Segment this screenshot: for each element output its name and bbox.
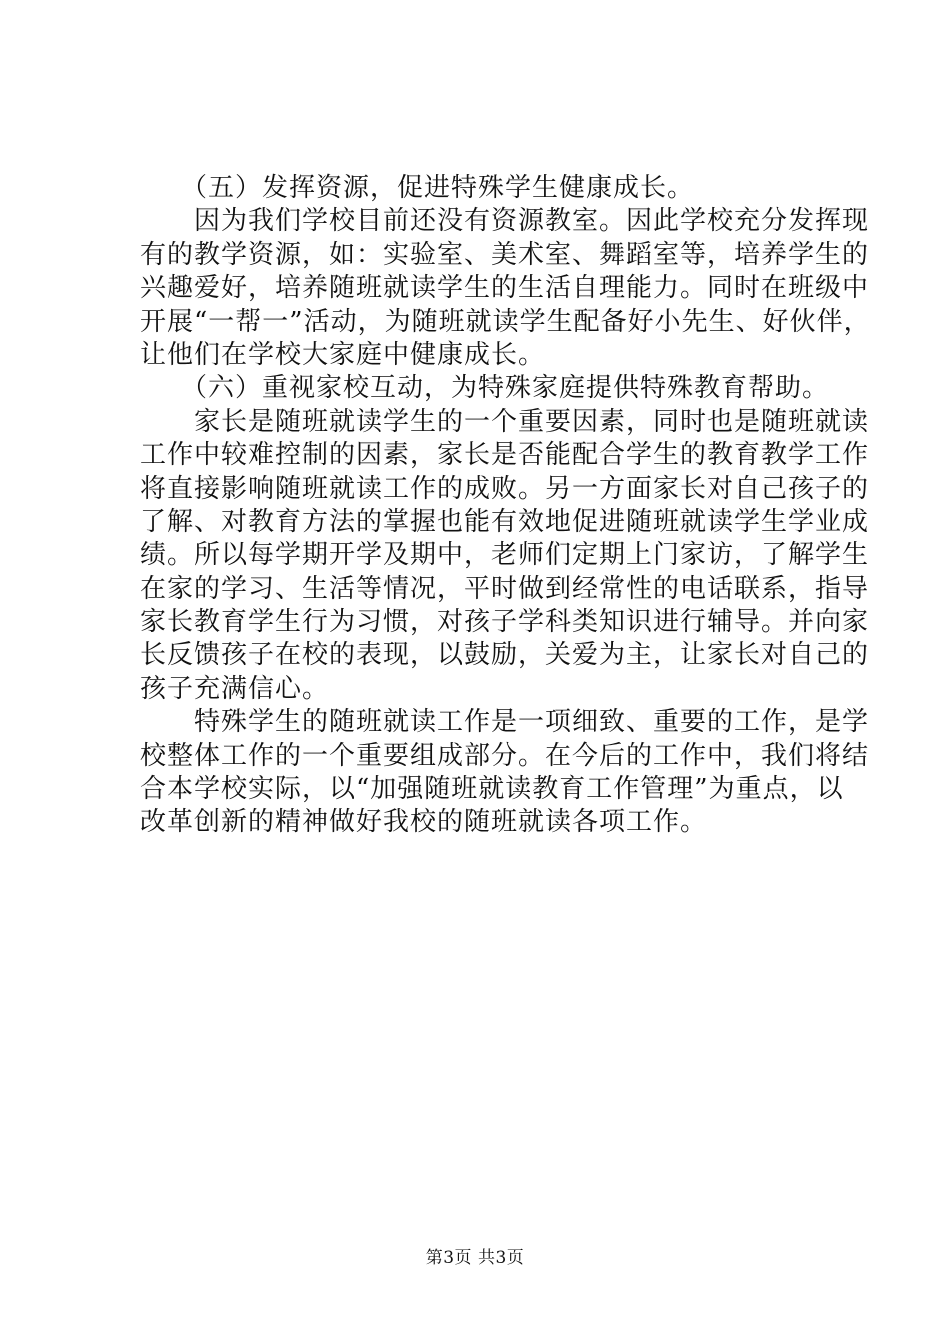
text-line: 特殊学生的随班就读工作是一项细致、重要的工作，是学: [140, 707, 870, 738]
text-line: 因为我们学校目前还没有资源教室。因此学校充分发挥现: [140, 206, 870, 237]
text-line: 兴趣爱好，培养随班就读学生的生活自理能力。同时在班级中: [140, 273, 870, 304]
text-line: 改革创新的精神做好我校的随班就读各项工作。: [140, 807, 708, 838]
text-line: 家长是随班就读学生的一个重要因素，同时也是随班就读: [140, 406, 870, 437]
text-line: 在家的学习、生活等情况，平时做到经常性的电话联系，指导: [140, 573, 870, 604]
text-line: 开展“一帮一”活动，为随班就读学生配备好小先生、好伙伴，: [140, 306, 871, 337]
text-line: 绩。所以每学期开学及期中，老师们定期上门家访，了解学生: [140, 540, 870, 571]
text-line: 校整体工作的一个重要组成部分。在今后的工作中，我们将结: [140, 740, 870, 771]
text-line: 将直接影响随班就读工作的成败。另一方面家长对自己孩子的: [140, 473, 870, 504]
page-footer: 第3页 共3页: [425, 1248, 525, 1268]
text-line: 工作中较难控制的因素，家长是否能配合学生的教育教学工作: [140, 440, 870, 471]
text-line: 孩子充满信心。: [140, 673, 330, 704]
document-body: [140, 172, 871, 840]
text-line: （六）重视家校互动，为特殊家庭提供特殊教育帮助。: [140, 373, 830, 404]
text-line: （五）发挥资源，促进特殊学生健康成长。: [140, 173, 695, 203]
text-line: 长反馈孩子在校的表现，以鼓励，关爱为主，让家长对自己的: [140, 640, 870, 671]
text-line: 了解、对教育方法的掌握也能有效地促进随班就读学生学业成: [140, 506, 870, 537]
text-line: 有的教学资源，如：实验室、美术室、舞蹈室等，培养学生的: [140, 239, 870, 270]
text-line: 让他们在学校大家庭中健康成长。: [140, 339, 546, 370]
text-line: 家长教育学生行为习惯，对孩子学科类知识进行辅导。并向家: [140, 607, 870, 638]
text-line: 合本学校实际，以“加强随班就读教育工作管理”为重点，以: [140, 774, 844, 805]
